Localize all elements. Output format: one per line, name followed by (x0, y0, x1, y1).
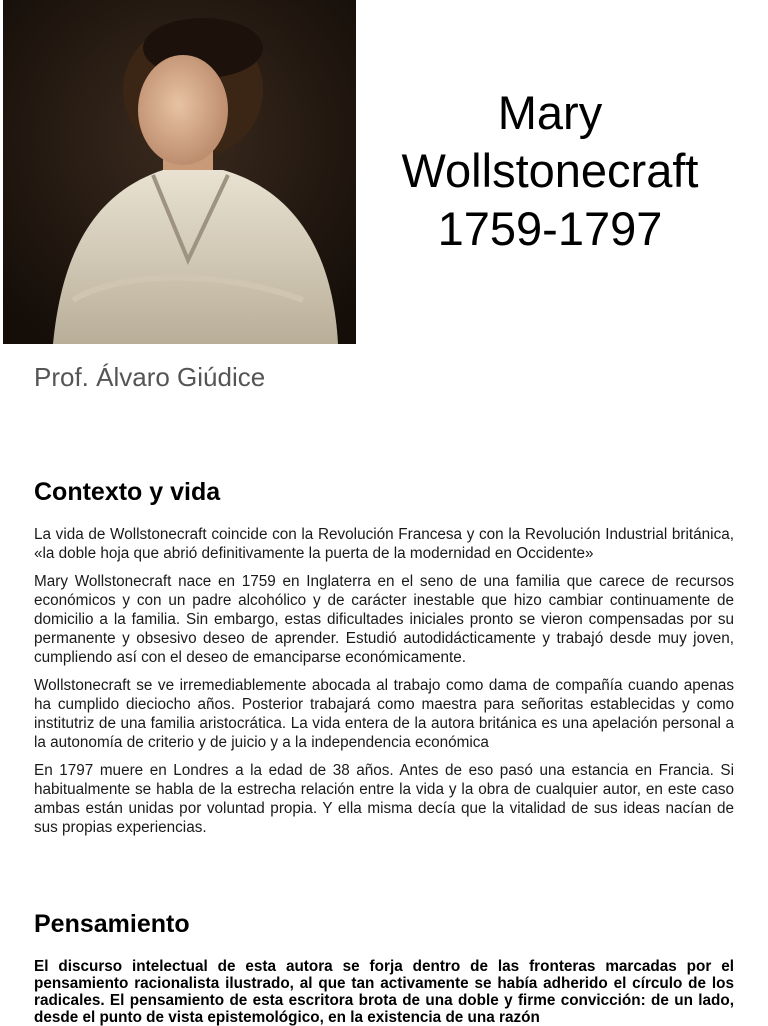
title-line-years: 1759-1797 (437, 202, 663, 255)
text-run: El discurso intelectual de esta autora se forja dentro de las fronteras marcadas por el pensamiento (34, 958, 734, 992)
heading-contexto-y-vida: Contexto y vida (34, 478, 221, 506)
paragraph: Mary Wollstonecraft nace en 1759 en Inglaterra en el seno de una familia que carece de recursos económicos y con un padre alcohólico y de carácter inestable que hizo cambiar continuamente de domicilio a la familia. Sin embargo, estas dificultades iniciales pronto se vieron compensadas por su permanente y obsesivo deseo de aprender. Estudió autodidácticamente y trabajó desde muy joven, cumpliendo así con el deseo de emanciparse económicamente. (34, 573, 734, 666)
section-pensamiento-body (34, 958, 734, 1026)
section-contexto-body (34, 525, 734, 846)
text-run: , al que tan activamente se había adherido el círculo de los radicales. El pensamiento de esta escritora brota de una doble y firme convicción: de un lado, desde el punto de vista epistemológico, en la existencia de una (34, 975, 734, 1026)
title-line-name: Mary (497, 86, 603, 139)
text-run-emphasis: razón (499, 1009, 540, 1026)
document-title (360, 84, 740, 258)
title-line-surname: Wollstonecraft (401, 144, 699, 197)
paragraph: En 1797 muere en Londres a la edad de 38 años. Antes de eso pasó una estancia en Francia. Si habitualmente se habla de la estrecha relación entre la vida y la obra de cualquier autor, en este caso ambas están unidas por voluntad propia. Y ella misma decía que la vitalidad de sus ideas nacían de sus propias experiencias. (34, 762, 734, 836)
text-run-emphasis: racionalista ilustrado (134, 975, 290, 992)
heading-pensamiento: Pensamiento (34, 910, 190, 938)
author-name: Prof. Álvaro Giúdice (34, 362, 266, 392)
paragraph: La vida de Wollstonecraft coincide con la Revolución Francesa y con la Revolución Industrial británica, «la doble hoja que abrió definitivamente la puerta de la modernidad en Occidente» (34, 526, 734, 562)
paragraph: Wollstonecraft se ve irremediablemente abocada al trabajo como dama de compañía cuando apenas ha cumplido dieciocho años. Posterior trabajará como maestra para señoritas establecidas y como institutriz de una familia aristocrática. La vida entera de la autora británica es una apelación personal a la autonomía de criterio y de juicio y a la independencia económica (34, 677, 734, 751)
portrait-image (3, 0, 356, 344)
